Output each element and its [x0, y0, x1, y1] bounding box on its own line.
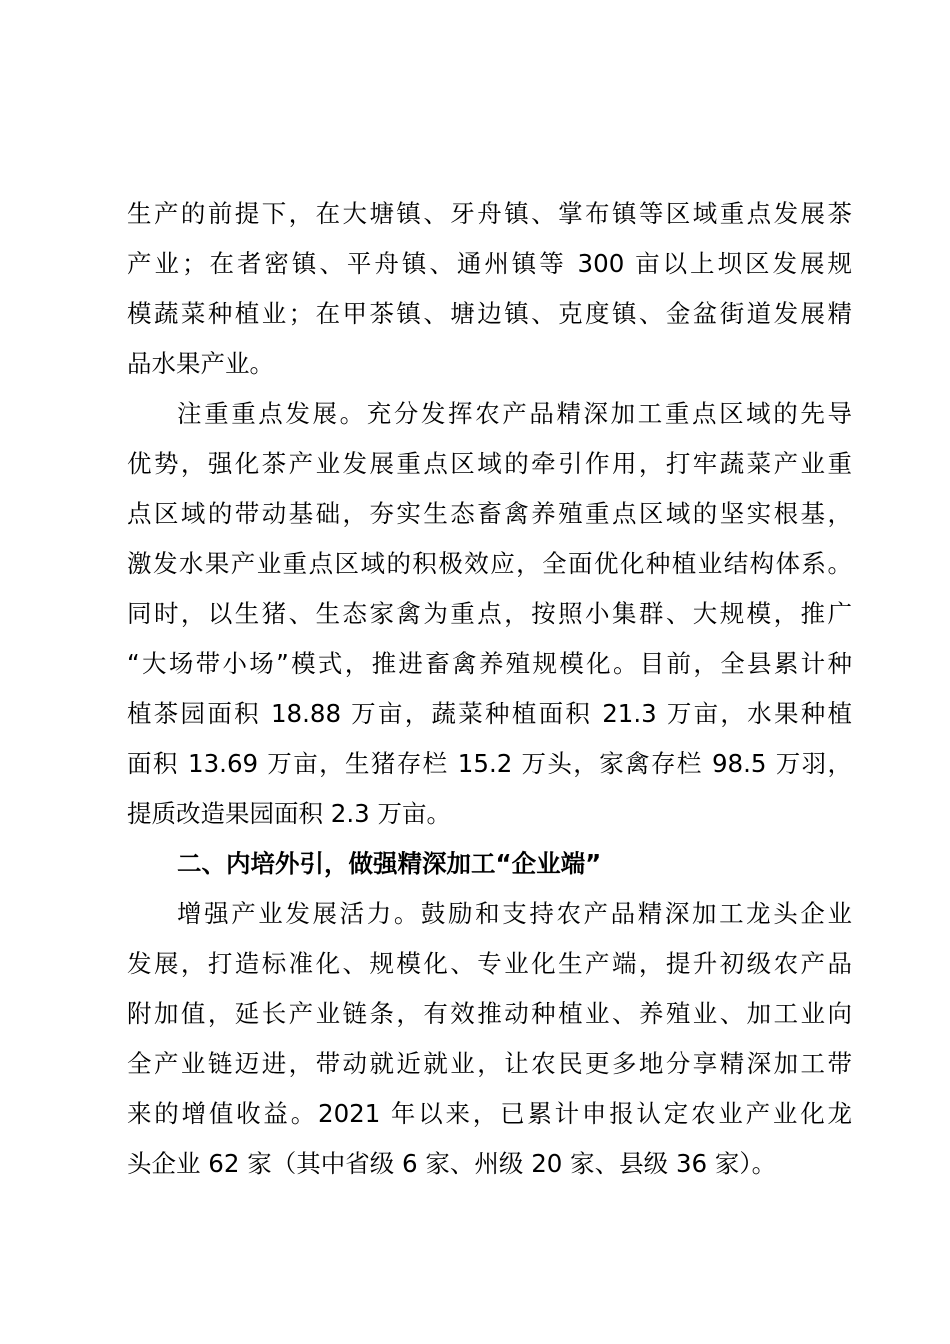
text-line: 附加值，延长产业链条，有效推动种植业、养殖业、加工业向 [127, 999, 852, 1028]
text-line: 点区域的带动基础，夯实生态畜禽养殖重点区域的坚实根基， [127, 499, 852, 528]
text-line: 同时，以生猪、生态家禽为重点，按照小集群、大规模，推广 [127, 599, 852, 628]
text-line: 全产业链迈进，带动就近就业，让农民更多地分享精深加工带 [127, 1049, 852, 1078]
text-line: 来的增值收益。2021 年以来，已累计申报认定农业产业化龙 [127, 1099, 852, 1128]
section-heading-text: 二、内培外引，做强精深加工“企业端” [177, 849, 602, 878]
text-line: 优势，强化茶产业发展重点区域的牵引作用，打牢蔬菜产业重 [127, 449, 852, 478]
text-line: 植茶园面积 18.88 万亩，蔬菜种植面积 21.3 万亩，水果种植 [127, 699, 852, 728]
text-line: 产业；在者密镇、平舟镇、通州镇等 300 亩以上坝区发展规 [127, 249, 852, 278]
text-line: 生产的前提下，在大塘镇、牙舟镇、掌布镇等区域重点发展茶 [127, 199, 852, 228]
text-line: 提质改造果园面积 2.3 万亩。 [127, 799, 452, 828]
text-line: “大场带小场”模式，推进畜禽养殖规模化。目前，全县累计种 [127, 649, 852, 678]
body-text [127, 189, 852, 1189]
paragraph-key-development [127, 389, 852, 839]
paragraph-crop-regions [127, 189, 852, 389]
text-line: 增强产业发展活力。鼓励和支持农产品精深加工龙头企业 [177, 899, 852, 928]
text-line: 发展，打造标准化、规模化、专业化生产端，提升初级农产品 [127, 949, 852, 978]
text-line: 注重重点发展。充分发挥农产品精深加工重点区域的先导 [177, 399, 852, 428]
text-line: 头企业 62 家（其中省级 6 家、州级 20 家、县级 36 家）。 [127, 1149, 777, 1178]
text-line: 模蔬菜种植业；在甲茶镇、塘边镇、克度镇、金盆街道发展精 [127, 299, 852, 328]
text-line: 面积 13.69 万亩，生猪存栏 15.2 万头，家禽存栏 98.5 万羽， [127, 749, 852, 778]
text-line: 激发水果产业重点区域的积极效应，全面优化种植业结构体系。 [127, 549, 852, 578]
section-heading [127, 839, 852, 889]
text-line: 品水果产业。 [127, 349, 274, 378]
paragraph-industry-vitality [127, 889, 852, 1189]
